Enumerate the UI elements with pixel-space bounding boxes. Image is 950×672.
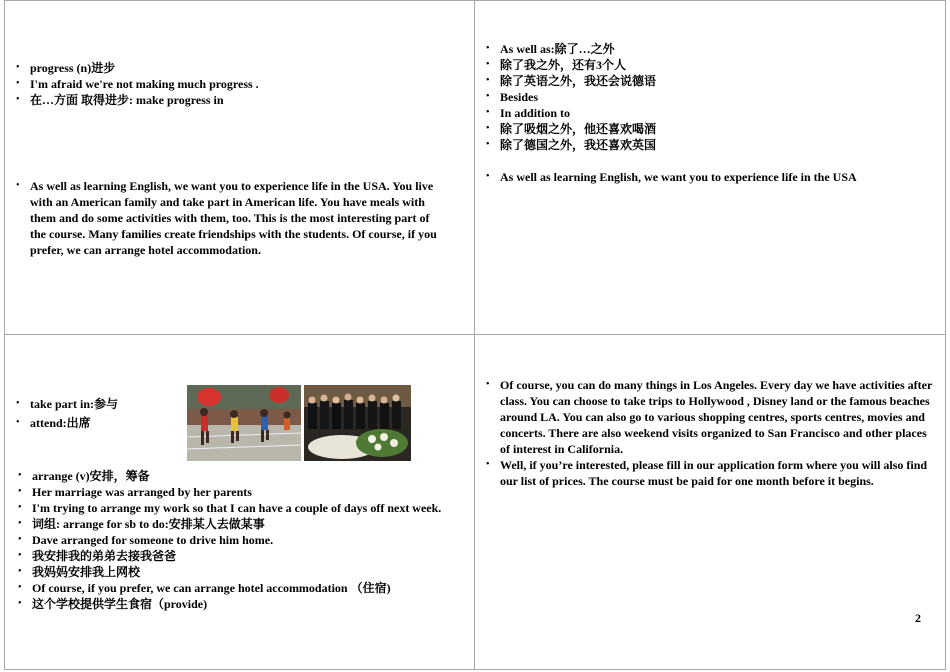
- list-item: • Well, if you’re interested, please fill in our application form where you will also find our list of prices. The course must be paid for one month before it begins.: [480, 457, 935, 489]
- progress-vocab-list: [10, 60, 465, 108]
- ceremony-photo: [304, 385, 411, 461]
- list-item: • arrange (v)安排，筹备: [12, 468, 462, 484]
- ceremony-image: [304, 385, 411, 461]
- list-item: • As well as learning English, we want you to experience life in the USA: [480, 169, 935, 185]
- list-item: • Of course, if you prefer, we can arrange hotel accommodation （住宿): [12, 580, 462, 596]
- list-item: • In addition to: [480, 105, 935, 121]
- list-item: • attend:出席: [10, 415, 180, 431]
- list-item: • 除了吸烟之外，他还喜欢喝酒: [480, 121, 935, 137]
- page-number: 2: [915, 611, 921, 625]
- list-item: • Dave arranged for someone to drive him home.: [12, 532, 462, 548]
- list-item: • 除了我之外，还有3个人: [480, 57, 935, 73]
- horizontal-divider: [4, 334, 946, 335]
- reading-passage: • As well as learning English, we want you to experience life in the USA. You live with an American family and take part in American life. You have meals with them and do some activities with them, too. This is the most interesting part of the course. Many families create friendships with the students. Of course, if you prefer, we can arrange hotel accommodation.: [10, 178, 440, 258]
- as-well-as-list: [480, 41, 935, 185]
- list-item: • 除了英语之外，我还会说德语: [480, 73, 935, 89]
- vertical-divider: [474, 0, 475, 670]
- list-item: • progress (n)进步: [10, 60, 465, 76]
- list-item: • 除了德国之外，我还喜欢英国: [480, 137, 935, 153]
- list-item: • As well as:除了…之外: [480, 41, 935, 57]
- los-angeles-passage-list: [480, 377, 935, 489]
- list-item: • 我安排我的弟弟去接我爸爸: [12, 548, 462, 564]
- list-item: • 我妈妈安排我上网校: [12, 564, 462, 580]
- running-race-image: [187, 385, 301, 461]
- list-item: • Her marriage was arranged by her parents: [12, 484, 462, 500]
- list-item: • I'm trying to arrange my work so that I can have a couple of days off next week.: [12, 500, 462, 516]
- list-item: • 这个学校提供学生食宿（provide): [12, 596, 462, 612]
- list-item: • 在…方面 取得进步: make progress in: [10, 92, 465, 108]
- reading-passage-list: [10, 178, 440, 258]
- list-item: • Of course, you can do many things in Los Angeles. Every day we have activities after class. You can choose to take trips to Hollywood , Disney land or the famous beaches around LA. You can also go to various shopping centres, sports centres, movies and concerts. There are also weekend visits organized to San Francisco and other places of interest in California.: [480, 377, 935, 457]
- list-item: • take part in:参与: [10, 396, 180, 412]
- list-item: • Besides: [480, 89, 935, 105]
- running-race-photo: [187, 385, 301, 461]
- list-item: • I'm afraid we're not making much progress .: [10, 76, 465, 92]
- arrange-vocab-list: [12, 468, 462, 612]
- take-part-attend-list: [10, 396, 180, 431]
- list-item: • 词组: arrange for sb to do:安排某人去做某事: [12, 516, 462, 532]
